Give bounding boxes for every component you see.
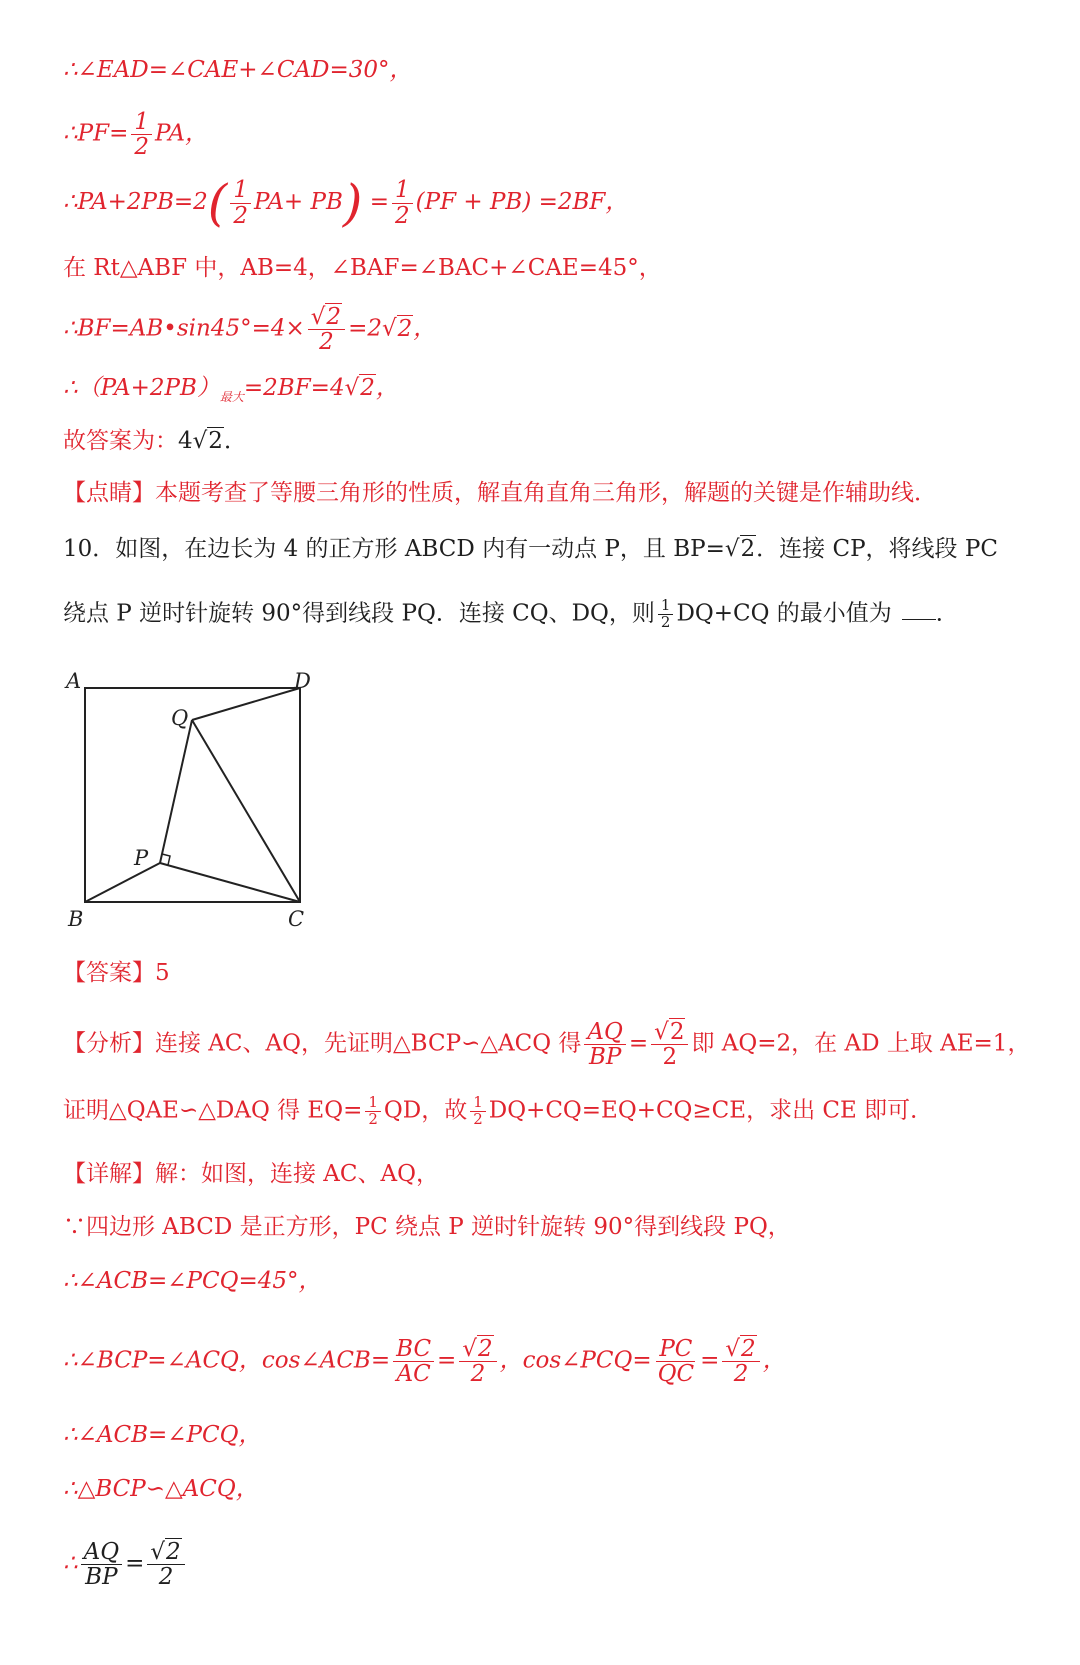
label-p: P [134,846,149,870]
fraction-aq-bp: $\frac{AQ}{BP}$ [81,1540,122,1589]
sol-line-6: $\therefore(PA+2PB)_{最大}=2BF=4√2$， [63,375,399,404]
answer-line: 【答案】5 [63,960,170,986]
step-3: ∴∠ACB=∠PCQ， [63,1422,262,1448]
fraction-half: $\frac{1}{2}$ [392,178,413,227]
detail-line: 【详解】解：如图，连接 AC、AQ， [63,1161,439,1187]
segment-pc [160,863,300,902]
segment-qd [192,688,300,720]
sol-line-2: ∴PF= $\frac{1}{2}$ PA， [63,109,208,161]
sol-line-1: ∴∠EAD=∠CAE+∠CAD=30°， [63,57,413,83]
sol-line-3: ∴PA+2PB=2( $\frac{1}{2}$ PA+ PB) = $\frac{1}{2}$ (PF + PB) =2BF， [63,174,629,232]
sol-line-5: ∴BF=AB•sin45°=4× $\frac{√2}{2}$ =2√2， [63,304,437,356]
fraction-half: $\frac{1}{2}$ [365,1095,381,1128]
step-2: ∴∠BCP=∠ACQ，cos∠ACB= $\frac{BC}{AC}$ = $\frac{√2}{2}$ ，cos∠PCQ= $\frac{PC}{QC}$ = $\frac{√2}{2}$ ， [63,1336,786,1388]
fraction-sqrt2-over-2: $\frac{√2}{2}$ [459,1337,496,1386]
answer-blank [902,619,936,620]
fraction-half: $\frac{1}{2}$ [470,1095,486,1128]
segment-bp [85,863,160,902]
segment-qc [192,720,300,902]
sol-line-4: 在 Rt△ABF 中，AB=4，∠BAF=∠BAC+∠CAE=45°， [63,255,662,281]
sol-comment: 【点睛】本题考查了等腰三角形的性质，解直角直角三角形，解题的关键是作辅助线． [63,480,937,506]
step-1: ∴∠ACB=∠PCQ=45°， [63,1268,322,1294]
fraction-half: $\frac{1}{2}$ [131,110,152,159]
step-5: ∴ $\frac{AQ}{BP}$ = $\frac{√2}{2}$ [63,1540,188,1589]
segment-pq [160,720,192,863]
problem-line-1: 10．如图，在边长为 4 的正方形 ABCD 内有一动点 P，且 BP=√2．连接 CP，将线段 PC [63,536,998,562]
fraction-sqrt2-over-2: $\frac{√2}{2}$ [308,305,345,354]
step-4: ∴△BCP∽△ACQ， [63,1476,259,1502]
fraction-pc-qc: $\frac{PC}{QC}$ [657,1336,695,1388]
label-d: D [294,669,311,693]
analysis-line-1: 【分析】连接 AC、AQ，先证明△BCP∽△ACQ 得 $\frac{AQ}{BP}$ = $\frac{√2}{2}$ 即 AQ=2，在 AD 上取 AE=1， [63,1019,1031,1071]
problem-line-2: 绕点 P 逆时针旋转 90°得到线段 PQ．连接 CQ、DQ，则 $\frac{1}{2}$ DQ+CQ 的最小值为 ． [63,596,959,631]
fraction-aq-bp: $\frac{AQ}{BP}$ [584,1020,625,1069]
fraction-sqrt2-over-2: $\frac{√2}{2}$ [147,1540,184,1589]
label-a: A [66,669,82,693]
label-q: Q [171,706,189,730]
square-figure [60,668,330,928]
because-line: ∵四边形 ABCD 是正方形，PC 绕点 P 逆时针旋转 90°得到线段 PQ， [63,1214,791,1240]
label-b: B [68,907,84,928]
fraction-sqrt2-over-2: $\frac{√2}{2}$ [651,1020,688,1069]
fraction-half: $\frac{1}{2}$ [230,178,251,227]
sol-final-answer: 故答案为：4√2． [63,428,247,454]
label-c: C [288,907,305,928]
fraction-sqrt2-over-2: $\frac{√2}{2}$ [722,1337,759,1386]
fraction-half: $\frac{1}{2}$ [658,598,674,631]
fraction-bc-ac: $\frac{BC}{AC}$ [393,1337,434,1386]
analysis-line-2: 证明△QAE∽△DAQ 得 EQ= $\frac{1}{2}$ QD，故 $\frac{1}{2}$ DQ+CQ=EQ+CQ≥CE，求出 CE 即可． [63,1093,934,1128]
